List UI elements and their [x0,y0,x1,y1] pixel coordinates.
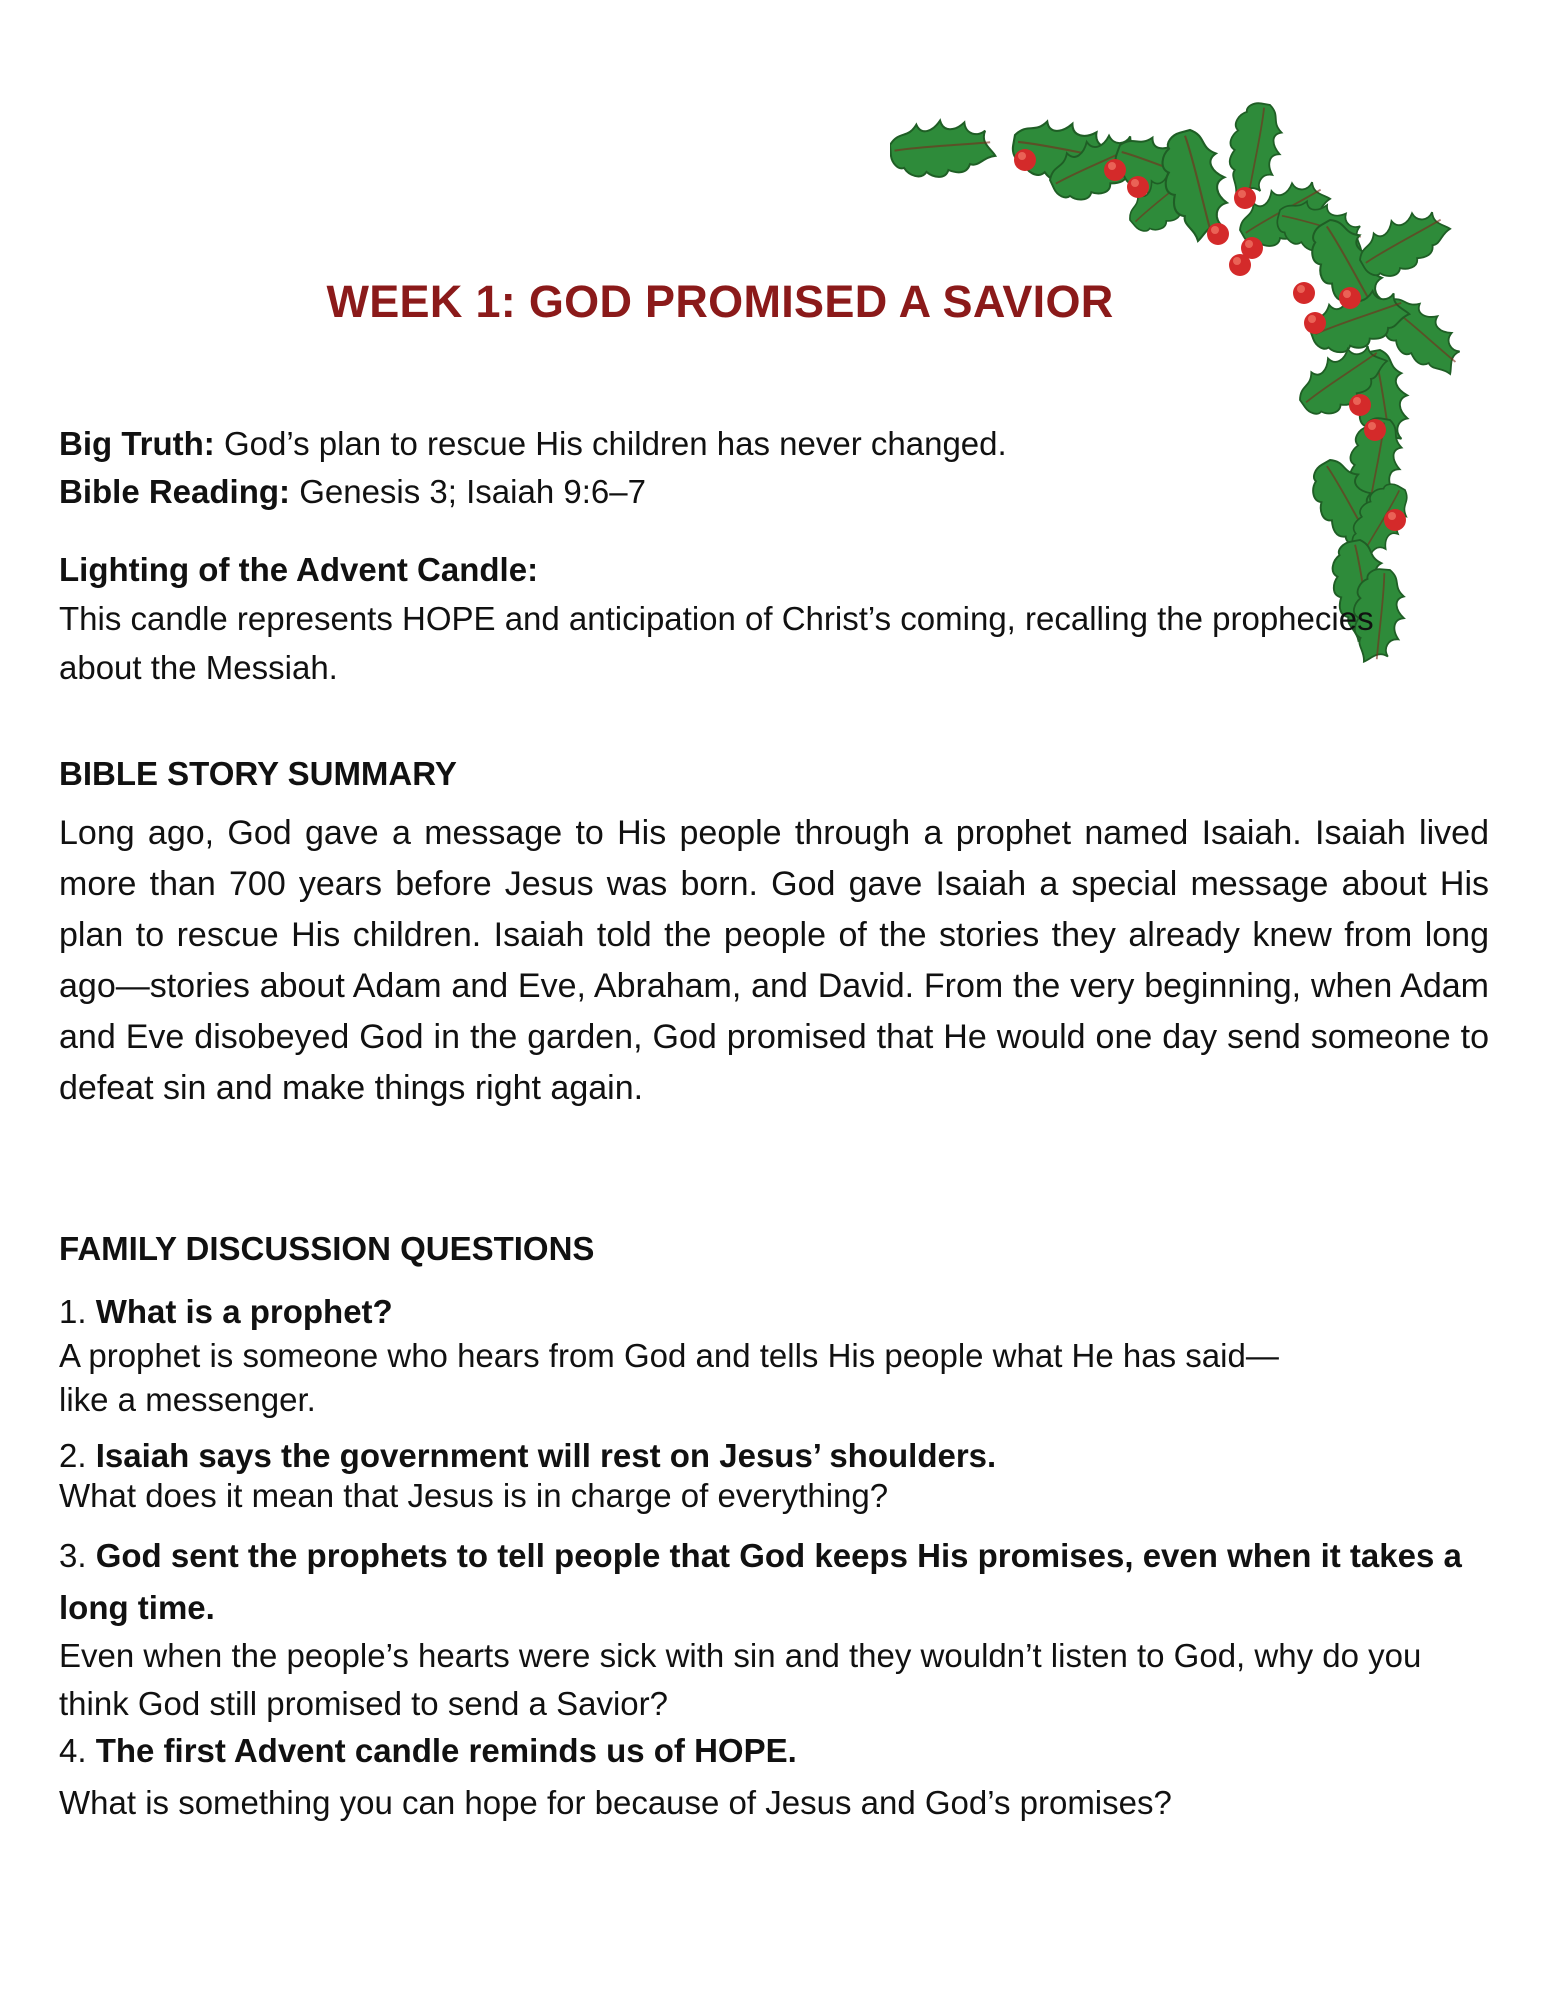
question-item [59,1436,1479,1516]
lesson-meta [59,420,1359,516]
summary-text: Long ago, God gave a message to His people through a prophet named Isaiah. Isaiah lived more than 700 years before Jesus was born. God gave Isaiah a special message about His plan to rescue His children. Isaiah told the people of the stories they already knew from long ago—stories about Adam and Eve, Abraham, and David. From the very beginning, when Adam and Eve disobeyed God in the garden, God promised that He would one day send someone to defeat sin and make things right again. [59,814,1489,1107]
candle-label: Lighting of the Advent Candle: [59,551,539,588]
page-title: WEEK 1: GOD PROMISED A SAVIOR [326,276,1114,327]
summary-heading: BIBLE STORY SUMMARY [59,755,457,792]
question-text: God sent the prophets to tell people that God keeps His promises, even when it takes a long time. [59,1537,1462,1626]
advent-candle-section [59,545,1379,692]
question-number: 1. [59,1293,96,1330]
question-text: What is a prophet? [95,1293,393,1330]
question-text: Isaiah says the government will rest on Jesus’ shoulders. [95,1437,997,1474]
answer-text: A prophet is someone who hears from God and tells His people what He has said—like a messenger. [59,1337,1279,1418]
bible-reading-text: Genesis 3; Isaiah 9:6–7 [290,473,646,510]
question-item [59,1530,1479,1728]
question-item [59,1725,1479,1829]
big-truth-text: God’s plan to rescue His children has never changed. [214,425,1007,462]
bible-reading-label: Bible Reading: [59,473,291,510]
candle-text: This candle represents HOPE and anticipation of Christ’s coming, recalling the prophecies about the Messiah. [59,600,1374,686]
answer-text: What does it mean that Jesus is in charge of everything? [59,1477,889,1514]
big-truth-label: Big Truth: [59,425,215,462]
bible-reading-line [59,468,1359,516]
big-truth-line [59,420,1359,468]
questions-heading: FAMILY DISCUSSION QUESTIONS [59,1230,595,1267]
answer-text: Even when the people’s hearts were sick with sin and they wouldn’t listen to God, why do you think God still promised to send a Savior? [59,1637,1422,1722]
question-item [59,1290,1309,1422]
question-number: 3. [59,1537,96,1574]
question-number: 2. [59,1437,96,1474]
question-text: The first Advent candle reminds us of HOPE. [95,1732,797,1769]
answer-text: What is something you can hope for because of Jesus and God’s promises? [59,1784,1172,1821]
question-number: 4. [59,1732,96,1769]
